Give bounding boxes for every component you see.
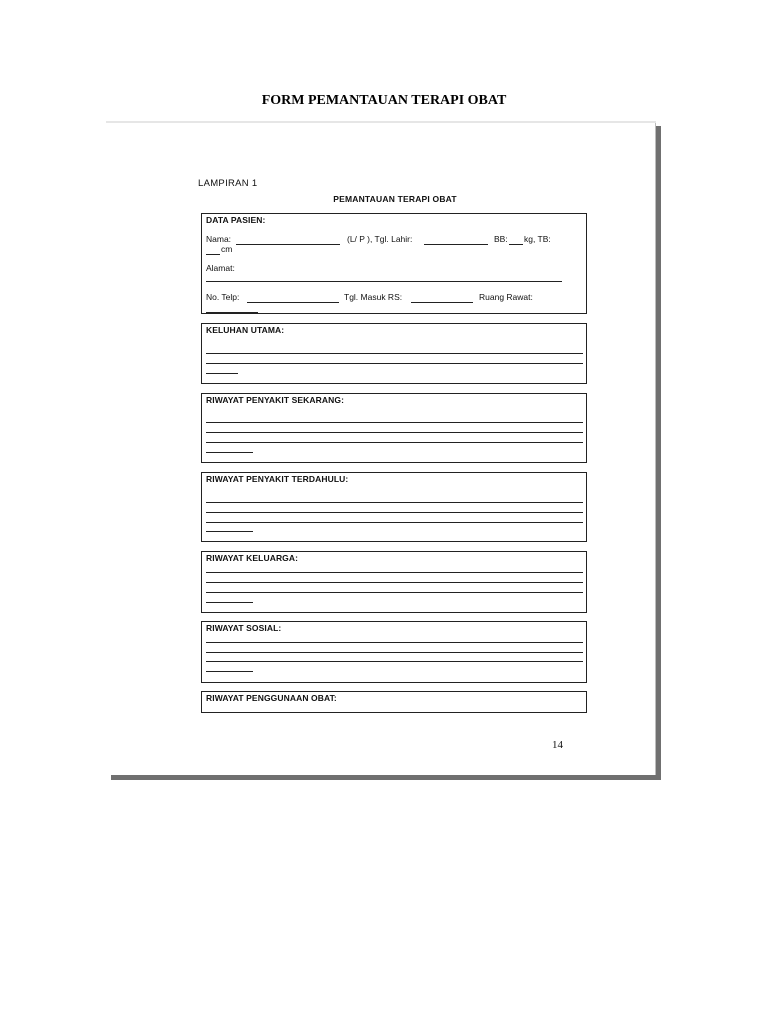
- riwayat-keluarga-section: [201, 551, 587, 613]
- terdahulu-line-1[interactable]: [206, 502, 583, 503]
- sekarang-line-3[interactable]: [206, 442, 583, 443]
- keluarga-line-2[interactable]: [206, 582, 583, 583]
- riwayat-sekarang-title: RIWAYAT PENYAKIT SEKARANG:: [206, 395, 344, 405]
- sosial-line-3[interactable]: [206, 661, 583, 662]
- terdahulu-line-3[interactable]: [206, 522, 583, 523]
- keluhan-utama-title: KELUHAN UTAMA:: [206, 325, 285, 335]
- sosial-line-1[interactable]: [206, 642, 583, 643]
- ruang-rawat-field[interactable]: [206, 312, 258, 313]
- bb-label: BB:: [494, 234, 508, 244]
- keluhan-line-1[interactable]: [206, 353, 583, 354]
- riwayat-keluarga-title: RIWAYAT KELUARGA:: [206, 553, 299, 563]
- ruang-rawat-label: Ruang Rawat:: [479, 292, 533, 302]
- riwayat-sosial-title: RIWAYAT SOSIAL:: [206, 623, 282, 633]
- bb-field[interactable]: [509, 244, 523, 245]
- cm-label: cm: [221, 244, 233, 254]
- alamat-field[interactable]: [206, 281, 562, 282]
- telp-field[interactable]: [247, 302, 339, 303]
- keluhan-line-3[interactable]: [206, 373, 238, 374]
- sosial-line-2[interactable]: [206, 652, 583, 653]
- riwayat-obat-section: [201, 691, 587, 713]
- riwayat-sekarang-section: [201, 393, 587, 463]
- riwayat-terdahulu-section: [201, 472, 587, 542]
- kg-tb-label: kg, TB:: [524, 234, 551, 244]
- riwayat-sosial-section: [201, 621, 587, 683]
- page-title: FORM PEMANTAUAN TERAPI OBAT: [261, 93, 507, 108]
- sosial-line-4[interactable]: [206, 671, 253, 672]
- telp-label: No. Telp:: [206, 292, 240, 302]
- tgl-masuk-field[interactable]: [411, 302, 473, 303]
- data-pasien-title: DATA PASIEN:: [206, 215, 266, 225]
- alamat-label: Alamat:: [206, 263, 235, 273]
- tb-field[interactable]: [206, 254, 220, 255]
- keluhan-line-2[interactable]: [206, 363, 583, 364]
- lampiran-label: LAMPIRAN 1: [198, 178, 258, 189]
- nama-label: Nama:: [206, 234, 232, 244]
- page-number: 14: [552, 739, 563, 751]
- riwayat-terdahulu-title: RIWAYAT PENYAKIT TERDAHULU:: [206, 474, 349, 484]
- keluarga-line-1[interactable]: [206, 572, 583, 573]
- terdahulu-line-4[interactable]: [206, 531, 253, 532]
- keluarga-line-4[interactable]: [206, 602, 253, 603]
- sekarang-line-2[interactable]: [206, 432, 583, 433]
- sekarang-line-4[interactable]: [206, 452, 253, 453]
- terdahulu-line-2[interactable]: [206, 512, 583, 513]
- form-heading: PEMANTAUAN TERAPI OBAT: [333, 194, 457, 204]
- data-pasien-section: [201, 213, 587, 314]
- keluhan-utama-section: [201, 323, 587, 384]
- nama-field[interactable]: [236, 244, 340, 245]
- sekarang-line-1[interactable]: [206, 422, 583, 423]
- jenis-kelamin-tgl-lahir-label: (L/ P ), Tgl. Lahir:: [347, 234, 413, 244]
- tgl-masuk-label: Tgl. Masuk RS:: [344, 292, 403, 302]
- form-page: [106, 121, 656, 775]
- tgl-lahir-field[interactable]: [424, 244, 488, 245]
- keluarga-line-3[interactable]: [206, 592, 583, 593]
- riwayat-obat-title: RIWAYAT PENGGUNAAN OBAT:: [206, 693, 337, 703]
